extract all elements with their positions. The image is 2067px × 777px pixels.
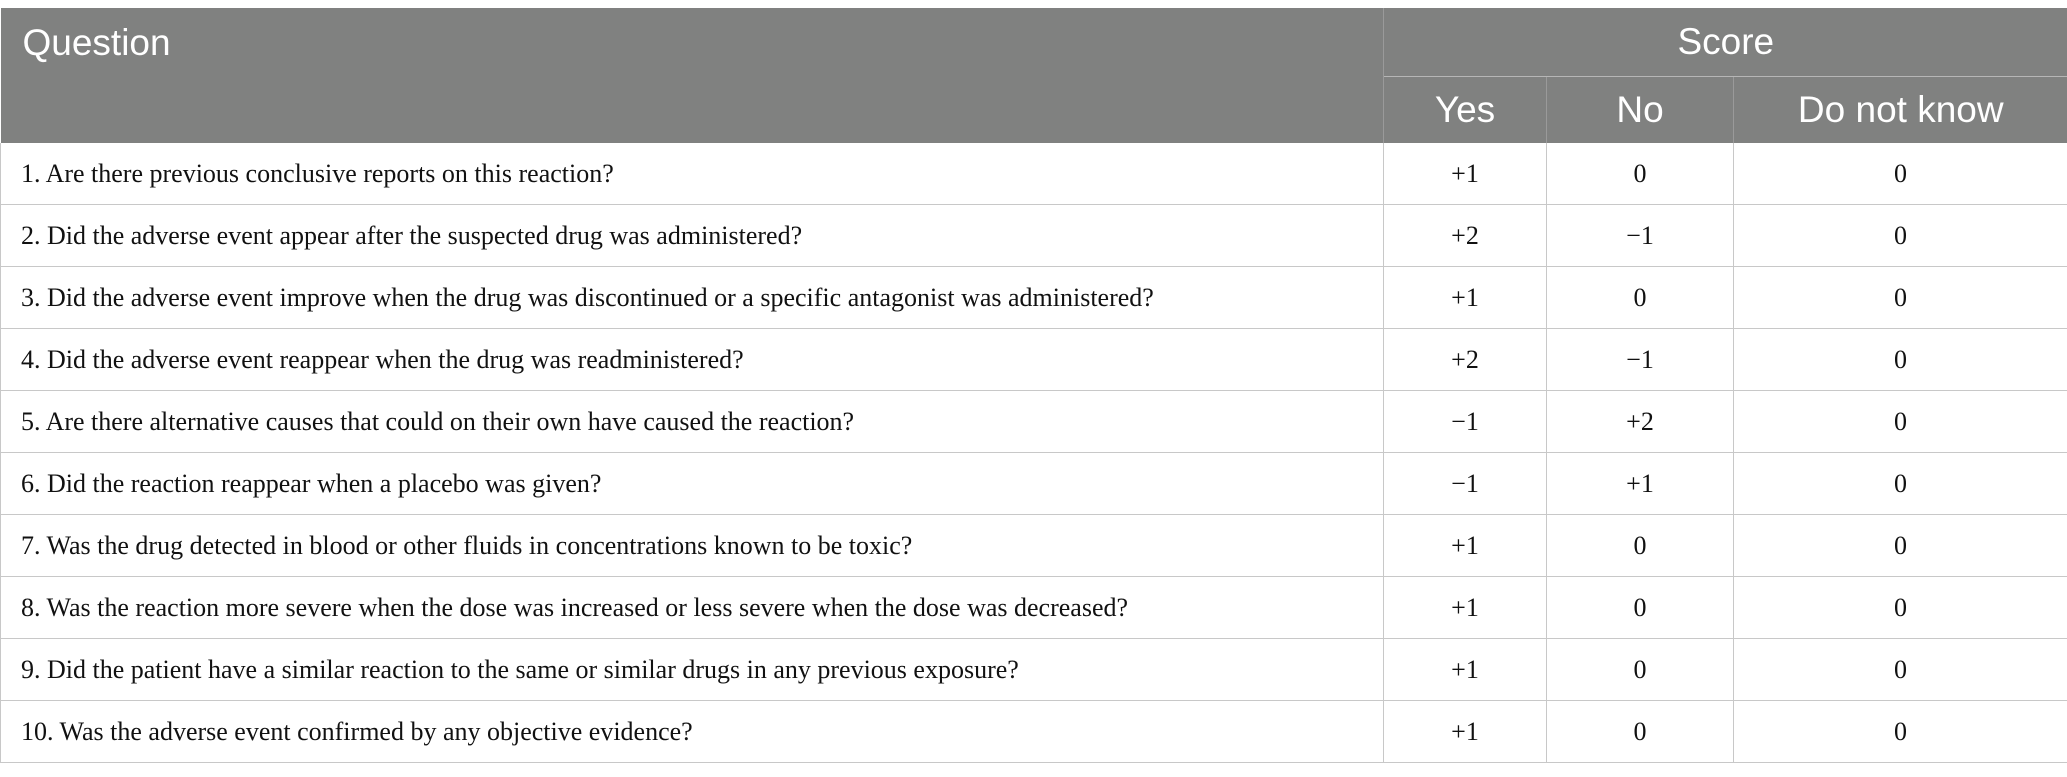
yes-score-cell: +1 xyxy=(1384,577,1547,639)
question-cell: 10. Was the adverse event confirmed by any objective evidence? xyxy=(1,701,1384,763)
scoring-table-container xyxy=(0,8,2067,763)
table-row xyxy=(1,143,2067,205)
question-cell: 1. Are there previous conclusive reports on this reaction? xyxy=(1,143,1384,205)
no-score-cell: −1 xyxy=(1547,329,1734,391)
do-not-know-score-cell: 0 xyxy=(1734,143,2067,205)
yes-score-cell: +1 xyxy=(1384,701,1547,763)
do-not-know-score-cell: 0 xyxy=(1734,205,2067,267)
question-cell: 8. Was the reaction more severe when the dose was increased or less severe when the dose was decreased? xyxy=(1,577,1384,639)
table-body xyxy=(1,143,2067,763)
yes-score-cell: +2 xyxy=(1384,329,1547,391)
do-not-know-score-cell: 0 xyxy=(1734,391,2067,453)
question-cell: 4. Did the adverse event reappear when the drug was readministered? xyxy=(1,329,1384,391)
no-score-cell: 0 xyxy=(1547,515,1734,577)
do-not-know-score-cell: 0 xyxy=(1734,453,2067,515)
do-not-know-score-cell: 0 xyxy=(1734,329,2067,391)
table-row xyxy=(1,515,2067,577)
no-score-cell: 0 xyxy=(1547,577,1734,639)
yes-score-cell: +1 xyxy=(1384,267,1547,329)
no-score-cell: +2 xyxy=(1547,391,1734,453)
yes-score-cell: −1 xyxy=(1384,391,1547,453)
table-row xyxy=(1,577,2067,639)
no-score-cell: 0 xyxy=(1547,639,1734,701)
table-row xyxy=(1,205,2067,267)
yes-column-header: Yes xyxy=(1384,77,1547,144)
table-row xyxy=(1,267,2067,329)
adverse-reaction-scoring-table xyxy=(0,8,2067,763)
question-cell: 6. Did the reaction reappear when a placebo was given? xyxy=(1,453,1384,515)
do-not-know-column-header: Do not know xyxy=(1734,77,2067,144)
question-column-header: Question xyxy=(1,8,1384,143)
do-not-know-score-cell: 0 xyxy=(1734,701,2067,763)
no-column-header: No xyxy=(1547,77,1734,144)
no-score-cell: 0 xyxy=(1547,701,1734,763)
do-not-know-score-cell: 0 xyxy=(1734,577,2067,639)
do-not-know-score-cell: 0 xyxy=(1734,639,2067,701)
do-not-know-score-cell: 0 xyxy=(1734,515,2067,577)
question-cell: 3. Did the adverse event improve when the drug was discontinued or a specific antagonist was administered? xyxy=(1,267,1384,329)
question-cell: 2. Did the adverse event appear after the suspected drug was administered? xyxy=(1,205,1384,267)
table-row xyxy=(1,701,2067,763)
no-score-cell: 0 xyxy=(1547,143,1734,205)
yes-score-cell: +1 xyxy=(1384,515,1547,577)
question-cell: 7. Was the drug detected in blood or other fluids in concentrations known to be toxic? xyxy=(1,515,1384,577)
yes-score-cell: +1 xyxy=(1384,639,1547,701)
no-score-cell: −1 xyxy=(1547,205,1734,267)
table-row xyxy=(1,329,2067,391)
no-score-cell: +1 xyxy=(1547,453,1734,515)
table-row xyxy=(1,391,2067,453)
no-score-cell: 0 xyxy=(1547,267,1734,329)
table-row xyxy=(1,639,2067,701)
table-row xyxy=(1,453,2067,515)
yes-score-cell: +1 xyxy=(1384,143,1547,205)
table-header xyxy=(1,8,2067,143)
score-column-group-header: Score xyxy=(1384,8,2067,77)
do-not-know-score-cell: 0 xyxy=(1734,267,2067,329)
yes-score-cell: −1 xyxy=(1384,453,1547,515)
question-cell: 5. Are there alternative causes that could on their own have caused the reaction? xyxy=(1,391,1384,453)
yes-score-cell: +2 xyxy=(1384,205,1547,267)
question-cell: 9. Did the patient have a similar reaction to the same or similar drugs in any previous exposure? xyxy=(1,639,1384,701)
